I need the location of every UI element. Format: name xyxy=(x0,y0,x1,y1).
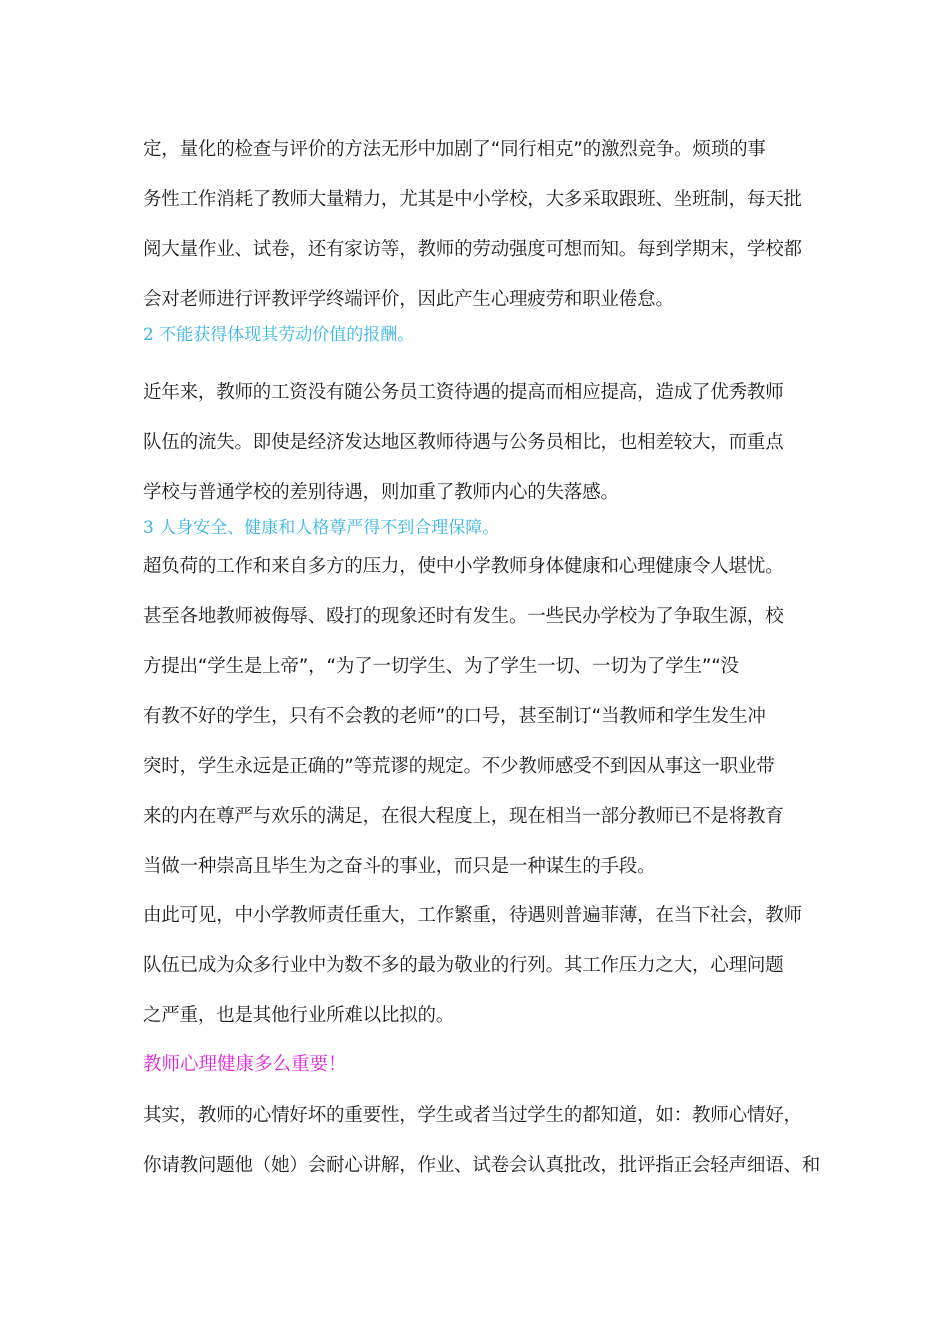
para3-line-1: 超负荷的工作和来自多方的压力，使中小学教师身体健康和心理健康令人堪忧。 xyxy=(143,556,784,577)
para3-line-3: 方提出“学生是上帝”，“为了一切学生、为了学生一切、一切为了学生”“没 xyxy=(143,656,739,677)
para2-line-1: 近年来，教师的工资没有随公务员工资待遇的提高而相应提高，造成了优秀教师 xyxy=(143,382,784,403)
para4-line-2: 队伍已成为众多行业中为数不多的最为敬业的行列。其工作压力之大，心理问题 xyxy=(143,955,784,976)
section-heading-2: 2 不能获得体现其劳动价值的报酬。 xyxy=(143,325,415,345)
para3-line-4: 有教不好的学生，只有不会教的老师”的口号，甚至制订“当教师和学生发生冲 xyxy=(143,706,766,727)
para3-line-7: 当做一种崇高且毕生为之奋斗的事业，而只是一种谋生的手段。 xyxy=(143,856,656,877)
para1-line-1: 定，量化的检查与评价的方法无形中加剧了“同行相克”的激烈竞争。烦琐的事 xyxy=(143,139,766,160)
para1-line-3: 阅大量作业、试卷，还有家访等，教师的劳动强度可想而知。每到学期末，学校都 xyxy=(143,239,802,260)
section-heading-4: 教师心理健康多么重要！ xyxy=(143,1054,347,1075)
para3-line-6: 来的内在尊严与欢乐的满足，在很大程度上，现在相当一部分教师已不是将教育 xyxy=(143,806,784,827)
section-heading-3: 3 人身安全、健康和人格尊严得不到合理保障。 xyxy=(143,518,500,538)
para3-line-5: 突时，学生永远是正确的”等荒谬的规定。不少教师感受不到因从事这一职业带 xyxy=(143,756,775,777)
para2-line-2: 队伍的流失。即使是经济发达地区教师待遇与公务员相比，也相差较大，而重点 xyxy=(143,432,784,453)
para2-line-3: 学校与普通学校的差别待遇，则加重了教师内心的失落感。 xyxy=(143,482,619,503)
para1-line-2: 务性工作消耗了教师大量精力，尤其是中小学校，大多采取跟班、坐班制，每天批 xyxy=(143,189,802,210)
para4-line-1: 由此可见，中小学教师责任重大，工作繁重，待遇则普遍菲薄，在当下社会，教师 xyxy=(143,905,802,926)
para1-line-4: 会对老师进行评教评学终端评价，因此产生心理疲劳和职业倦怠。 xyxy=(143,289,674,310)
para5-line-1: 其实，教师的心情好坏的重要性，学生或者当过学生的都知道，如：教师心情好， xyxy=(143,1105,802,1126)
para3-line-2: 甚至各地教师被侮辱、殴打的现象还时有发生。一些民办学校为了争取生源，校 xyxy=(143,606,784,627)
para4-line-3: 之严重，也是其他行业所难以比拟的。 xyxy=(143,1005,455,1026)
para5-line-2: 你请教问题他（她）会耐心讲解，作业、试卷会认真批改，批评指正会轻声细语、和 xyxy=(143,1155,821,1176)
